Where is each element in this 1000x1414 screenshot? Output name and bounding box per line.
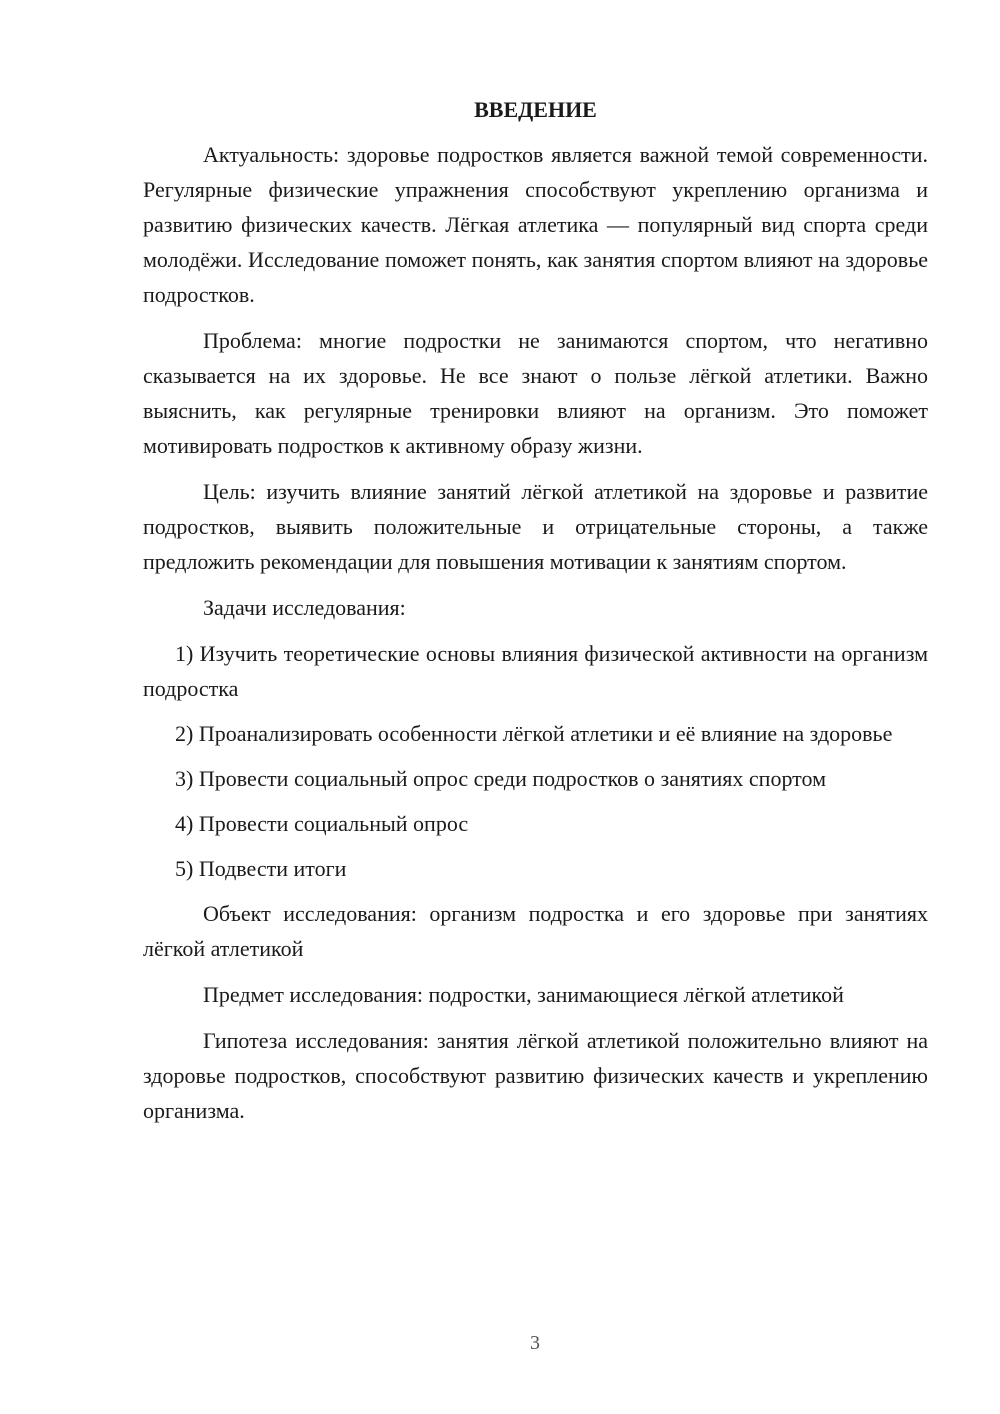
task-item-4: 4) Провести социальный опрос — [175, 811, 469, 836]
tasks-heading: Задачи исследования: — [203, 595, 406, 620]
task-item-3: 3) Провести социальный опрос среди подростков о занятиях спортом — [175, 766, 826, 791]
page-number: 3 — [530, 1332, 540, 1354]
hypothesis-paragraph: Гипотеза исследования: занятия лёгкой атлетикой положительно влияют на здоровье подростков, способствуют развитию физических качеств и укреплению организма. — [143, 1028, 928, 1123]
document-page — [143, 92, 928, 1139]
subject-paragraph: Предмет исследования: подростки, занимающиеся лёгкой атлетикой — [203, 982, 844, 1007]
task-item-2: 2) Проанализировать особенности лёгкой атлетики и её влияние на здоровье — [175, 721, 893, 746]
goal-paragraph: Цель: изучить влияние занятий лёгкой атлетикой на здоровье и развитие подростков, выявить положительные и отрицательные стороны, а также предложить рекомендации для повышения мотивации к занятиям спортом. — [143, 479, 928, 574]
task-item-1: 1) Изучить теоретические основы влияния физической активности на организм подростка — [143, 641, 928, 701]
relevance-paragraph: Актуальность: здоровье подростков является важной темой современности. Регулярные физические упражнения способствуют укреплению организма и развитию физических качеств. Лёгкая атлетика — популярный вид спорта среди молодёжи. Исследование поможет понять, как занятия спортом влияют на здоровье подростков. — [143, 142, 928, 307]
problem-paragraph: Проблема: многие подростки не занимаются спортом, что негативно сказывается на их здоровье. Не все знают о пользе лёгкой атлетики. Важно выяснить, как регулярные тренировки влияют на организм. Это поможет мотивировать подростков к активному образу жизни. — [143, 328, 928, 458]
object-paragraph: Объект исследования: организм подростка и его здоровье при занятиях лёгкой атлетикой — [143, 901, 928, 961]
task-item-5: 5) Подвести итоги — [175, 856, 347, 881]
page-title: ВВЕДЕНИЕ — [474, 97, 597, 122]
